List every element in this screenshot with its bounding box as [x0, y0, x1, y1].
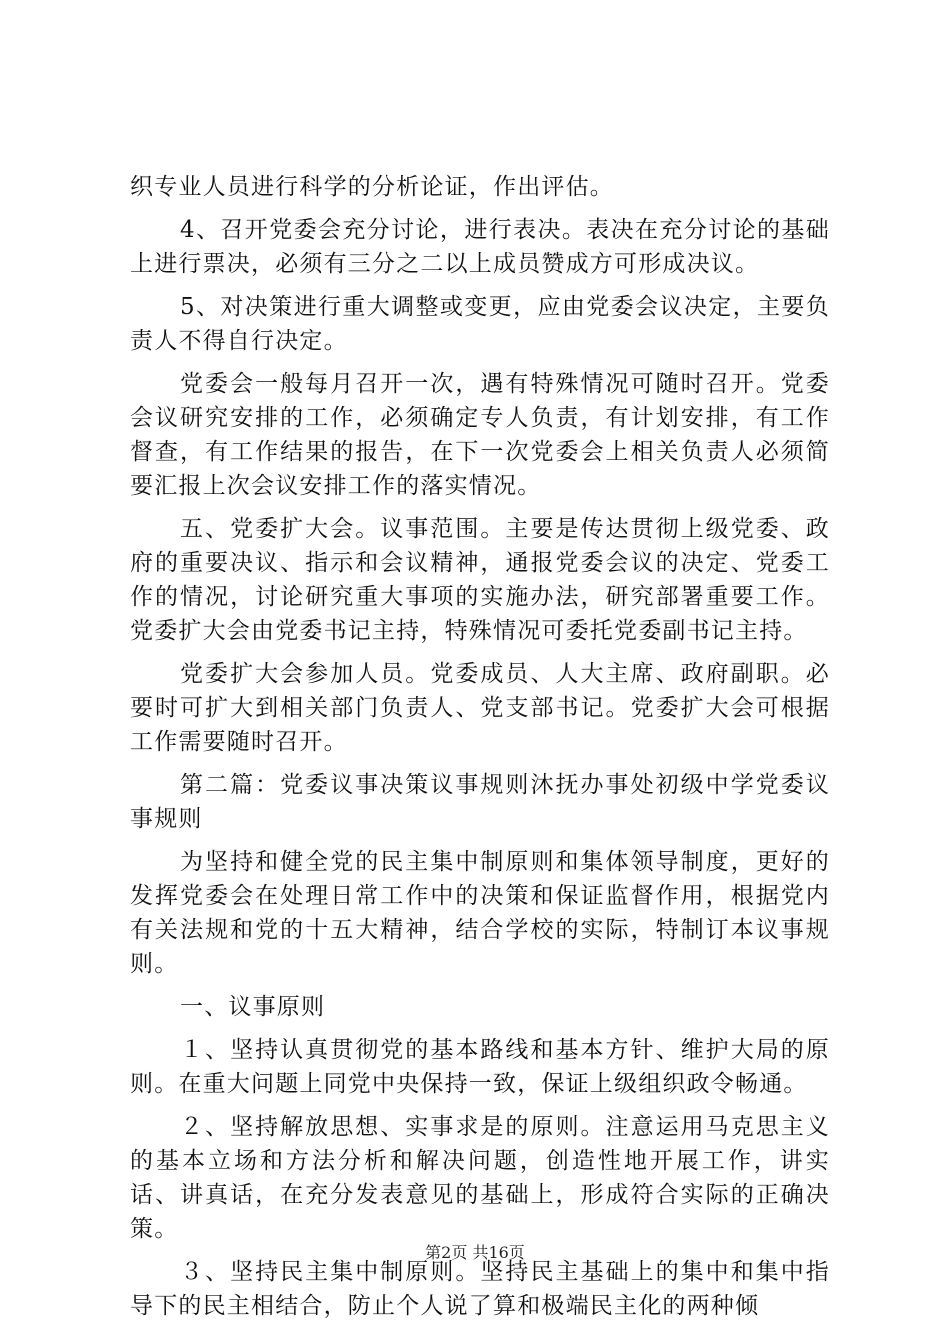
paragraph-8: 为坚持和健全党的民主集中制原则和集体领导制度，更好的发挥党委会在处理日常工作中的决策和保证监督作用，根据党内有关法规和党的十五大精神，结合学校的实际，特制订本议事规则。	[130, 849, 830, 977]
paragraph-10: １、坚持认真贯彻党的基本路线和基本方针、维护大局的原则。在重大问题上同党中央保持一致，保证上级组织政令畅通。	[130, 1037, 830, 1097]
page-number-footer: 第2页 共16页	[425, 1243, 525, 1262]
section-title: 第二篇：党委议事决策议事规则沐抚办事处初级中学党委议事规则	[130, 772, 830, 832]
paragraph-12: ３、坚持民主集中制原则。坚持民主基础上的集中和集中指导下的民主相结合，防止个人说了算和极端民主化的两种倾	[130, 1259, 830, 1319]
paragraph-11: ２、坚持解放思想、实事求是的原则。注意运用马克思主义的基本立场和方法分析和解决问题，创造性地开展工作，讲实话、讲真话，在充分发表意见的基础上，形成符合实际的正确决策。	[130, 1114, 830, 1242]
paragraph-2: 4、召开党委会充分讨论，进行表决。表决在充分讨论的基础上进行票决，必须有三分之二以上成员赞成方可形成决议。	[130, 217, 830, 277]
document-body	[130, 170, 830, 1332]
paragraph-5: 五、党委扩大会。议事范围。主要是传达贯彻上级党委、政府的重要决议、指示和会议精神，通报党委会议的决定、党委工作的情况，讨论研究重大事项的实施办法，研究部署重要工作。党委扩大会由党委书记主持，特殊情况可委托党委副书记主持。	[130, 516, 830, 644]
paragraph-6: 党委扩大会参加人员。党委成员、人大主席、政府副职。必要时可扩大到相关部门负责人、党支部书记。党委扩大会可根据工作需要随时召开。	[130, 661, 830, 755]
paragraph-3: 5、对决策进行重大调整或变更，应由党委会议决定，主要负责人不得自行决定。	[130, 294, 830, 354]
paragraph-1: 织专业人员进行科学的分析论证，作出评估。	[130, 174, 614, 200]
paragraph-4: 党委会一般每月召开一次，遇有特殊情况可随时召开。党委会议研究安排的工作，必须确定专人负责，有计划安排，有工作督查，有工作结果的报告，在下一次党委会上相关负责人必须简要汇报上次会议安排工作的落实情况。	[130, 371, 830, 499]
section-heading: 一、议事原则	[180, 994, 326, 1020]
